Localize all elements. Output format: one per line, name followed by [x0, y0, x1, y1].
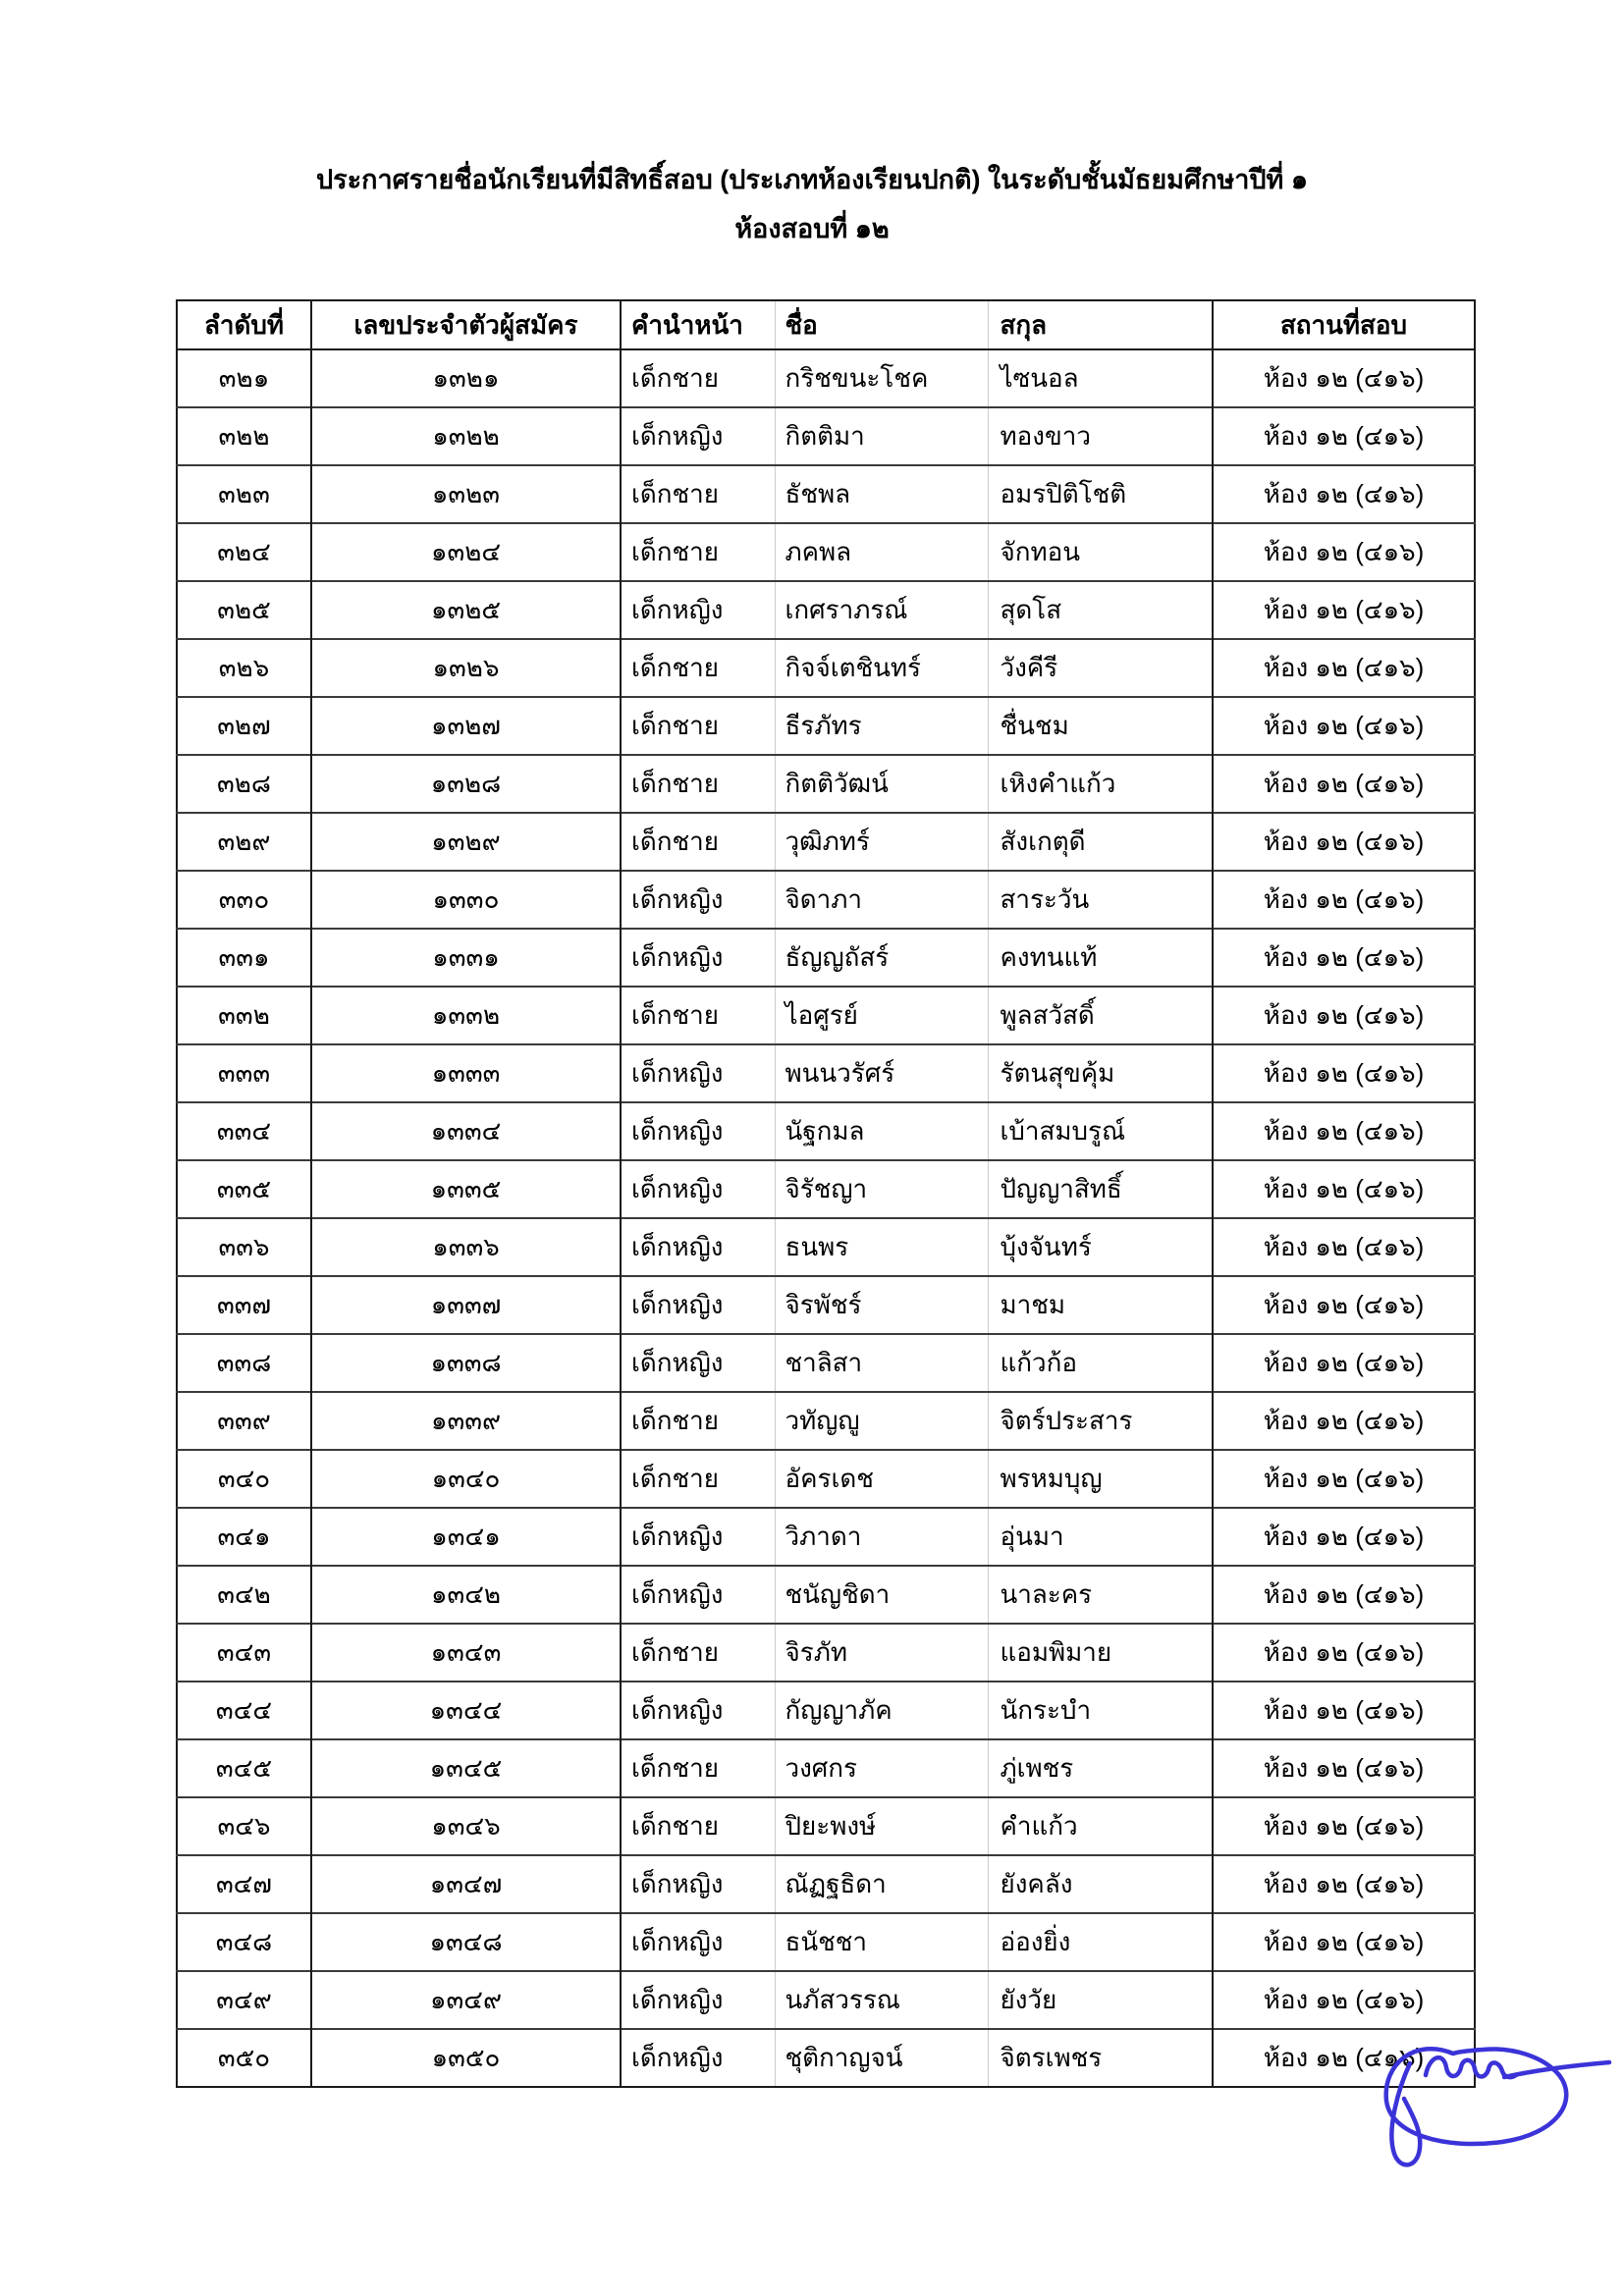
name-prefix: เด็กชาย	[621, 813, 775, 871]
first-name: กิตติวัฒน์	[775, 755, 988, 813]
table-row	[177, 1160, 1475, 1218]
name-prefix: เด็กชาย	[621, 697, 775, 755]
name-prefix: เด็กหญิง	[621, 1044, 775, 1102]
applicant-id: ๑๓๔๘	[311, 1913, 621, 1971]
first-name: กัญญาภัค	[775, 1682, 988, 1739]
table-row	[177, 1624, 1475, 1682]
first-name: วิภาดา	[775, 1508, 988, 1566]
table-row	[177, 871, 1475, 929]
name-prefix: เด็กชาย	[621, 1624, 775, 1682]
header-exam-location: สถานที่สอบ	[1213, 300, 1475, 349]
first-name: เกศราภรณ์	[775, 581, 988, 639]
first-name: ธัญญถัสร์	[775, 929, 988, 987]
name-prefix: เด็กชาย	[621, 465, 775, 523]
applicant-id: ๑๓๓๗	[311, 1276, 621, 1334]
exam-location: ห้อง ๑๒ (๔๑๖)	[1213, 1971, 1475, 2029]
first-name: ณัฏฐธิดา	[775, 1855, 988, 1913]
exam-location: ห้อง ๑๒ (๔๑๖)	[1213, 407, 1475, 465]
applicant-id: ๑๓๓๑	[311, 929, 621, 987]
last-name: มาชม	[988, 1276, 1213, 1334]
order-number: ๓๓๘	[177, 1334, 311, 1392]
applicant-id: ๑๓๔๒	[311, 1566, 621, 1624]
exam-location: ห้อง ๑๒ (๔๑๖)	[1213, 465, 1475, 523]
name-prefix: เด็กหญิง	[621, 1913, 775, 1971]
last-name: แอมพิมาย	[988, 1624, 1213, 1682]
first-name: จิรภัท	[775, 1624, 988, 1682]
order-number: ๓๒๕	[177, 581, 311, 639]
exam-location: ห้อง ๑๒ (๔๑๖)	[1213, 581, 1475, 639]
last-name: สังเกตุดี	[988, 813, 1213, 871]
order-number: ๓๓๙	[177, 1392, 311, 1450]
order-number: ๓๒๘	[177, 755, 311, 813]
last-name: ปัญญาสิทธิ์	[988, 1160, 1213, 1218]
first-name: ชุติกาญจน์	[775, 2029, 988, 2087]
last-name: สาระวัน	[988, 871, 1213, 929]
table-row	[177, 929, 1475, 987]
applicant-id: ๑๓๔๑	[311, 1508, 621, 1566]
first-name: ธนพร	[775, 1218, 988, 1276]
last-name: บุ้งจันทร์	[988, 1218, 1213, 1276]
first-name: ชาลิสา	[775, 1334, 988, 1392]
applicant-id: ๑๓๒๔	[311, 523, 621, 581]
table-row	[177, 1218, 1475, 1276]
table-row	[177, 349, 1475, 407]
table-row	[177, 1971, 1475, 2029]
title-line-1: ประกาศรายชื่อนักเรียนที่มีสิทธิ์สอบ (ประเภทห้องเรียนปกติ) ในระดับชั้นมัธยมศึกษาปีที่ ๑	[315, 165, 1308, 194]
first-name: วทัญญู	[775, 1392, 988, 1450]
applicant-id: ๑๓๓๔	[311, 1102, 621, 1160]
name-prefix: เด็กหญิง	[621, 871, 775, 929]
order-number: ๓๒๖	[177, 639, 311, 697]
applicant-id: ๑๓๓๖	[311, 1218, 621, 1276]
order-number: ๓๓๕	[177, 1160, 311, 1218]
first-name: พนนวรัศร์	[775, 1044, 988, 1102]
first-name: จิดาภา	[775, 871, 988, 929]
exam-location: ห้อง ๑๒ (๔๑๖)	[1213, 813, 1475, 871]
first-name: กิจจ์เตชินทร์	[775, 639, 988, 697]
order-number: ๓๓๒	[177, 987, 311, 1044]
applicant-id: ๑๓๔๐	[311, 1450, 621, 1508]
last-name: แก้วก้อ	[988, 1334, 1213, 1392]
first-name: ชนัญชิดา	[775, 1566, 988, 1624]
exam-location: ห้อง ๑๒ (๔๑๖)	[1213, 1913, 1475, 1971]
last-name: อุ่นมา	[988, 1508, 1213, 1566]
name-prefix: เด็กหญิง	[621, 1218, 775, 1276]
first-name: วุฒิภทร์	[775, 813, 988, 871]
table-row	[177, 639, 1475, 697]
applicant-id: ๑๓๓๙	[311, 1392, 621, 1450]
applicant-id: ๑๓๒๖	[311, 639, 621, 697]
table-row	[177, 1797, 1475, 1855]
applicant-id: ๑๓๔๗	[311, 1855, 621, 1913]
table-row	[177, 697, 1475, 755]
first-name: ปิยะพงษ์	[775, 1797, 988, 1855]
exam-location: ห้อง ๑๒ (๔๑๖)	[1213, 1624, 1475, 1682]
order-number: ๓๒๔	[177, 523, 311, 581]
exam-location: ห้อง ๑๒ (๔๑๖)	[1213, 1334, 1475, 1392]
applicant-id: ๑๓๔๙	[311, 1971, 621, 2029]
exam-location: ห้อง ๑๒ (๔๑๖)	[1213, 1855, 1475, 1913]
table-header-row	[177, 300, 1475, 349]
last-name: ไซนอล	[988, 349, 1213, 407]
last-name: พรหมบุญ	[988, 1450, 1213, 1508]
last-name: จักทอน	[988, 523, 1213, 581]
exam-location: ห้อง ๑๒ (๔๑๖)	[1213, 1797, 1475, 1855]
last-name: เบ้าสมบรูณ์	[988, 1102, 1213, 1160]
exam-location: ห้อง ๑๒ (๔๑๖)	[1213, 639, 1475, 697]
table-row	[177, 2029, 1475, 2087]
exam-location: ห้อง ๑๒ (๔๑๖)	[1213, 1044, 1475, 1102]
applicant-id: ๑๓๔๕	[311, 1739, 621, 1797]
last-name: เหิงคำแก้ว	[988, 755, 1213, 813]
order-number: ๓๓๑	[177, 929, 311, 987]
exam-location: ห้อง ๑๒ (๔๑๖)	[1213, 697, 1475, 755]
last-name: นาละคร	[988, 1566, 1213, 1624]
name-prefix: เด็กชาย	[621, 523, 775, 581]
name-prefix: เด็กชาย	[621, 755, 775, 813]
exam-location: ห้อง ๑๒ (๔๑๖)	[1213, 1450, 1475, 1508]
order-number: ๓๕๐	[177, 2029, 311, 2087]
name-prefix: เด็กชาย	[621, 349, 775, 407]
order-number: ๓๔๐	[177, 1450, 311, 1508]
table-row	[177, 1450, 1475, 1508]
applicant-id: ๑๓๒๓	[311, 465, 621, 523]
exam-location: ห้อง ๑๒ (๔๑๖)	[1213, 929, 1475, 987]
table-row	[177, 465, 1475, 523]
order-number: ๓๓๓	[177, 1044, 311, 1102]
applicant-id: ๑๓๔๖	[311, 1797, 621, 1855]
exam-location: ห้อง ๑๒ (๔๑๖)	[1213, 1102, 1475, 1160]
name-prefix: เด็กชาย	[621, 1450, 775, 1508]
table-row	[177, 1102, 1475, 1160]
order-number: ๓๔๑	[177, 1508, 311, 1566]
exam-location: ห้อง ๑๒ (๔๑๖)	[1213, 1739, 1475, 1797]
table-row	[177, 1508, 1475, 1566]
exam-location: ห้อง ๑๒ (๔๑๖)	[1213, 1508, 1475, 1566]
last-name: ทองขาว	[988, 407, 1213, 465]
first-name: ธนัชชา	[775, 1913, 988, 1971]
name-prefix: เด็กหญิง	[621, 1102, 775, 1160]
order-number: ๓๔๒	[177, 1566, 311, 1624]
order-number: ๓๒๒	[177, 407, 311, 465]
first-name: นภัสวรรณ	[775, 1971, 988, 2029]
table-row	[177, 1392, 1475, 1450]
name-prefix: เด็กชาย	[621, 639, 775, 697]
name-prefix: เด็กชาย	[621, 1392, 775, 1450]
applicant-id: ๑๓๒๘	[311, 755, 621, 813]
last-name: สุดโส	[988, 581, 1213, 639]
first-name: กริชขนะโชค	[775, 349, 988, 407]
exam-location: ห้อง ๑๒ (๔๑๖)	[1213, 1218, 1475, 1276]
exam-location: ห้อง ๑๒ (๔๑๖)	[1213, 1566, 1475, 1624]
last-name: อมรปิติโชติ	[988, 465, 1213, 523]
exam-location: ห้อง ๑๒ (๔๑๖)	[1213, 1160, 1475, 1218]
applicant-id: ๑๓๒๙	[311, 813, 621, 871]
exam-location: ห้อง ๑๒ (๔๑๖)	[1213, 1392, 1475, 1450]
order-number: ๓๒๙	[177, 813, 311, 871]
first-name: จิรพัชร์	[775, 1276, 988, 1334]
order-number: ๓๓๔	[177, 1102, 311, 1160]
table-row	[177, 1276, 1475, 1334]
name-prefix: เด็กชาย	[621, 1797, 775, 1855]
last-name: อ่องยิ่ง	[988, 1913, 1213, 1971]
exam-location: ห้อง ๑๒ (๔๑๖)	[1213, 1682, 1475, 1739]
applicant-id: ๑๓๕๐	[311, 2029, 621, 2087]
table-row	[177, 523, 1475, 581]
name-prefix: เด็กหญิง	[621, 1276, 775, 1334]
table-row	[177, 1044, 1475, 1102]
name-prefix: เด็กชาย	[621, 1739, 775, 1797]
first-name: วงศกร	[775, 1739, 988, 1797]
applicant-id: ๑๓๓๐	[311, 871, 621, 929]
name-prefix: เด็กหญิง	[621, 1508, 775, 1566]
name-prefix: เด็กหญิง	[621, 1566, 775, 1624]
order-number: ๓๔๖	[177, 1797, 311, 1855]
exam-location: ห้อง ๑๒ (๔๑๖)	[1213, 871, 1475, 929]
first-name: ภคพล	[775, 523, 988, 581]
first-name: ไอศูรย์	[775, 987, 988, 1044]
first-name: จิรัชญา	[775, 1160, 988, 1218]
last-name: รัตนสุขคุ้ม	[988, 1044, 1213, 1102]
first-name: ธีรภัทร	[775, 697, 988, 755]
first-name: กิตติมา	[775, 407, 988, 465]
order-number: ๓๒๗	[177, 697, 311, 755]
table-row	[177, 1682, 1475, 1739]
name-prefix: เด็กชาย	[621, 987, 775, 1044]
header-applicant-id: เลขประจำตัวผู้สมัคร	[311, 300, 621, 349]
table-row	[177, 581, 1475, 639]
applicant-id: ๑๓๒๕	[311, 581, 621, 639]
last-name: คำแก้ว	[988, 1797, 1213, 1855]
first-name: อัครเดช	[775, 1450, 988, 1508]
order-number: ๓๔๙	[177, 1971, 311, 2029]
last-name: จิตร์ประสาร	[988, 1392, 1213, 1450]
table-row	[177, 407, 1475, 465]
page-title	[0, 155, 1624, 253]
last-name: ภู่เพชร	[988, 1739, 1213, 1797]
order-number: ๓๔๕	[177, 1739, 311, 1797]
header-order-number: ลำดับที่	[177, 300, 311, 349]
header-last-name: สกุล	[988, 300, 1213, 349]
applicant-id: ๑๓๒๑	[311, 349, 621, 407]
name-prefix: เด็กหญิง	[621, 1334, 775, 1392]
order-number: ๓๒๓	[177, 465, 311, 523]
name-prefix: เด็กหญิง	[621, 2029, 775, 2087]
table-row	[177, 1913, 1475, 1971]
applicant-id: ๑๓๒๗	[311, 697, 621, 755]
table-row	[177, 987, 1475, 1044]
first-name: ธัชพล	[775, 465, 988, 523]
name-prefix: เด็กหญิง	[621, 929, 775, 987]
order-number: ๓๔๗	[177, 1855, 311, 1913]
first-name: นัฐกมล	[775, 1102, 988, 1160]
applicant-id: ๑๓๓๘	[311, 1334, 621, 1392]
order-number: ๓๓๖	[177, 1218, 311, 1276]
table-row	[177, 755, 1475, 813]
order-number: ๓๓๗	[177, 1276, 311, 1334]
order-number: ๓๒๑	[177, 349, 311, 407]
name-prefix: เด็กหญิง	[621, 1855, 775, 1913]
exam-location: ห้อง ๑๒ (๔๑๖)	[1213, 987, 1475, 1044]
name-prefix: เด็กหญิง	[621, 581, 775, 639]
name-prefix: เด็กหญิง	[621, 1971, 775, 2029]
order-number: ๓๔๓	[177, 1624, 311, 1682]
last-name: จิตรเพชร	[988, 2029, 1213, 2087]
exam-roster-table	[176, 299, 1476, 2088]
exam-location: ห้อง ๑๒ (๔๑๖)	[1213, 1276, 1475, 1334]
order-number: ๓๔๔	[177, 1682, 311, 1739]
table-row	[177, 1855, 1475, 1913]
last-name: นักระบำ	[988, 1682, 1213, 1739]
name-prefix: เด็กหญิง	[621, 407, 775, 465]
last-name: พูลสวัสดิ์	[988, 987, 1213, 1044]
table-row	[177, 813, 1475, 871]
table-row	[177, 1334, 1475, 1392]
exam-location: ห้อง ๑๒ (๔๑๖)	[1213, 523, 1475, 581]
last-name: ยังวัย	[988, 1971, 1213, 2029]
exam-location: ห้อง ๑๒ (๔๑๖)	[1213, 349, 1475, 407]
table-row	[177, 1739, 1475, 1797]
name-prefix: เด็กหญิง	[621, 1160, 775, 1218]
applicant-id: ๑๓๓๓	[311, 1044, 621, 1102]
applicant-id: ๑๓๓๒	[311, 987, 621, 1044]
order-number: ๓๔๘	[177, 1913, 311, 1971]
title-line-2: ห้องสอบที่ ๑๒	[734, 214, 890, 243]
applicant-id: ๑๓๒๒	[311, 407, 621, 465]
last-name: วังคีรี	[988, 639, 1213, 697]
table-row	[177, 1566, 1475, 1624]
exam-location: ห้อง ๑๒ (๔๑๖)	[1213, 755, 1475, 813]
last-name: ยังคลัง	[988, 1855, 1213, 1913]
header-first-name: ชื่อ	[775, 300, 988, 349]
applicant-id: ๑๓๔๔	[311, 1682, 621, 1739]
last-name: ชื่นชม	[988, 697, 1213, 755]
order-number: ๓๓๐	[177, 871, 311, 929]
applicant-id: ๑๓๓๕	[311, 1160, 621, 1218]
exam-location: ห้อง ๑๒ (๔๑๖)	[1213, 2029, 1475, 2087]
name-prefix: เด็กหญิง	[621, 1682, 775, 1739]
applicant-id: ๑๓๔๓	[311, 1624, 621, 1682]
last-name: คงทนแท้	[988, 929, 1213, 987]
header-name-prefix: คำนำหน้า	[621, 300, 775, 349]
